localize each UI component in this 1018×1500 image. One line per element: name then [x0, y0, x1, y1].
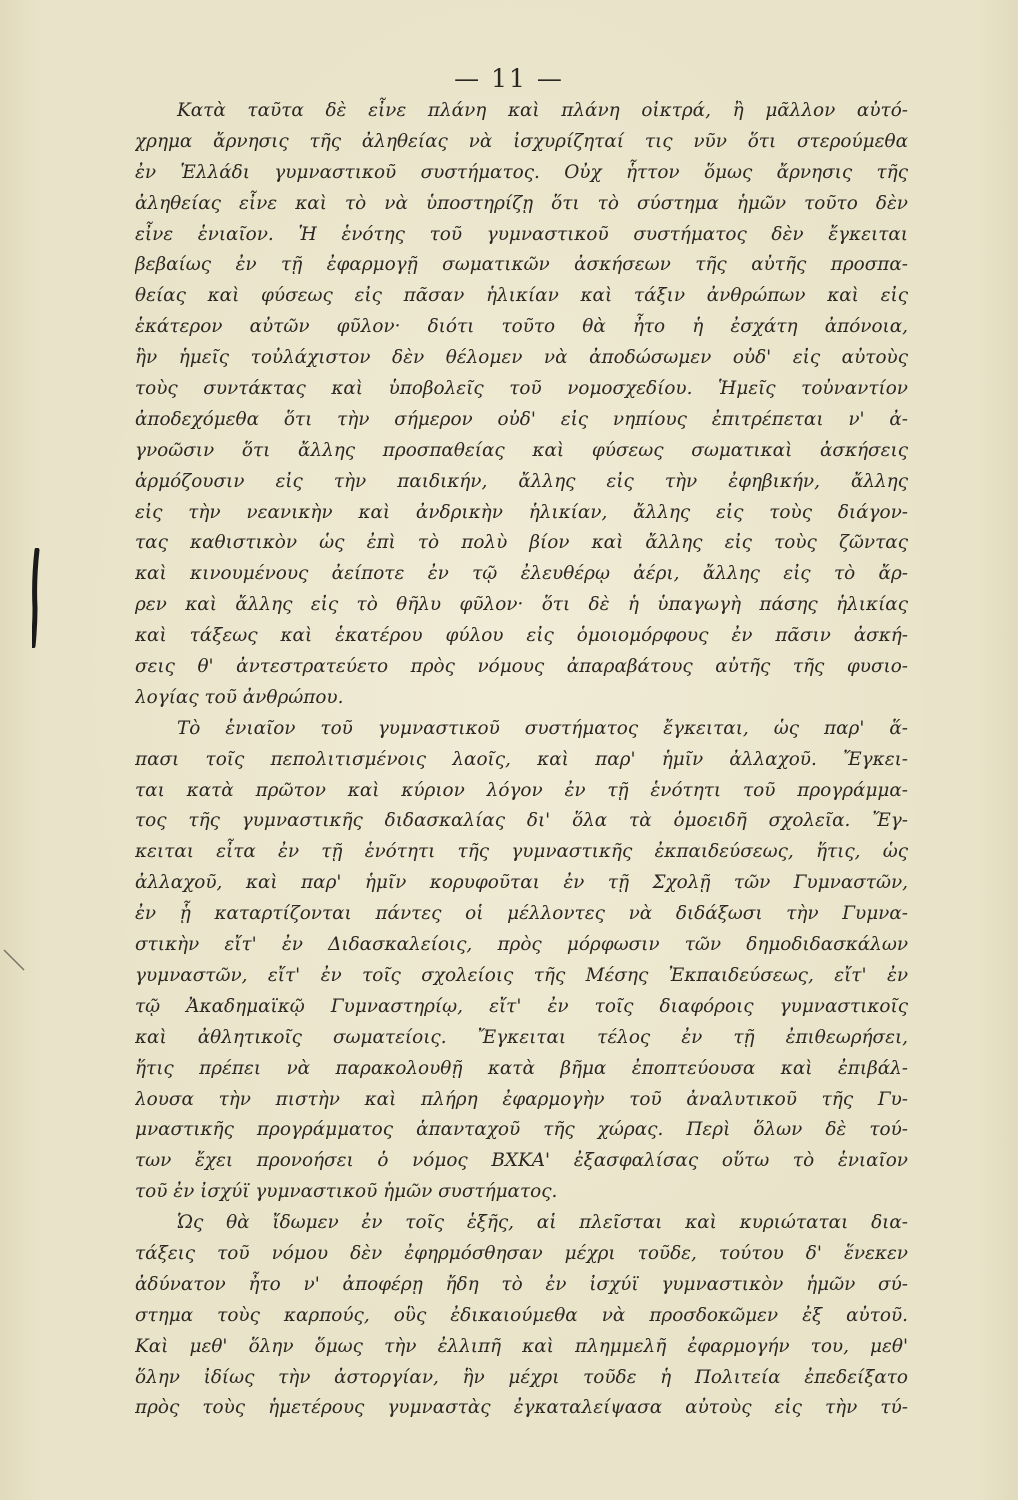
text-line: εἶνε ἑνιαῖον. Ἡ ἑνότης τοῦ γυμναστικοῦ συστήματος δὲν ἔγκειται — [135, 223, 908, 245]
text-line: ἐν ᾗ καταρτίζονται πάντες οἱ μέλλοντες νὰ διδάξωσι τὴν Γυμνα- — [135, 903, 908, 925]
text-line: γνοῶσιν ὅτι ἄλλης προσπαθείας καὶ φύσεως σωματικαὶ ἀσκήσεις — [135, 439, 908, 461]
text-line: ἀποδεχόμεθα ὅτι τὴν σήμερον οὐδ' εἰς νηπίους ἐπιτρέπεται ν' ἀ- — [135, 408, 908, 430]
margin-pencil-mark — [32, 548, 40, 648]
text-line: ρεν καὶ ἄλλης εἰς τὸ θῆλυ φῦλον· ὅτι δὲ ἡ ὑπαγωγὴ πάσης ἡλικίας — [135, 594, 908, 616]
text-line: ἀλλαχοῦ, καὶ παρ' ἡμῖν κορυφοῦται ἐν τῇ Σχολῇ τῶν Γυμναστῶν, — [135, 872, 908, 894]
text-line: ὅλην ἰδίως τὴν ἀστοργίαν, ἣν μέχρι τοῦδε ἡ Πολιτεία ἐπεδείξατο — [135, 1366, 908, 1388]
text-line: ἁρμόζουσιν εἰς τὴν παιδικήν, ἄλλης εἰς τὴν ἐφηβικήν, ἄλλης — [135, 470, 908, 492]
text-line: μναστικῆς προγράμματος ἁπανταχοῦ τῆς χώρας. Περὶ ὅλων δὲ τού- — [135, 1119, 908, 1141]
text-line: τας καθιστικὸν ὡς ἐπὶ τὸ πολὺ βίον καὶ ἄλλης εἰς τοὺς ζῶντας — [135, 532, 908, 554]
text-line: ἣν ἡμεῖς τοὐλάχιστον δὲν θέλομεν νὰ ἀποδώσωμεν οὐδ' εἰς αὐτοὺς — [135, 347, 908, 369]
text-line: θείας καὶ φύσεως εἰς πᾶσαν ἡλικίαν καὶ τάξιν ἀνθρώπων καὶ εἰς — [135, 285, 908, 307]
text-line: Ὡς θὰ ἴδωμεν ἐν τοῖς ἑξῆς, αἱ πλεῖσται καὶ κυριώταται δια- — [177, 1212, 908, 1234]
text-line: ἑκάτερον αὐτῶν φῦλον· διότι τοῦτο θὰ ἦτο ἡ ἐσχάτη ἀπόνοια, — [135, 316, 908, 338]
body-text — [135, 96, 908, 1424]
text-line: καὶ ἀθλητικοῖς σωματείοις. Ἔγκειται τέλος ἐν τῇ ἐπιθεωρήσει, — [135, 1026, 908, 1048]
text-line: τος τῆς γυμναστικῆς διδασκαλίας δι' ὅλα τὰ ὁμοειδῆ σχολεῖα. Ἔγ- — [135, 810, 908, 832]
text-line: τάξεις τοῦ νόμου δὲν ἐφηρμόσθησαν μέχρι τοῦδε, τούτου δ' ἕνεκεν — [135, 1242, 908, 1264]
text-line: κειται εἶτα ἐν τῇ ἑνότητι τῆς γυμναστικῆς ἐκπαιδεύσεως, ἥτις, ὡς — [135, 841, 908, 863]
text-line: λογίας τοῦ ἀνθρώπου. — [135, 686, 344, 708]
text-line: βεβαίως ἐν τῇ ἐφαρμογῇ σωματικῶν ἀσκήσεων τῆς αὐτῆς προσπα- — [135, 254, 908, 276]
text-line: χρημα ἄρνησις τῆς ἀληθείας νὰ ἰσχυρίζηταί τις νῦν ὅτι στερούμεθα — [135, 130, 908, 152]
text-line: Τὸ ἑνιαῖον τοῦ γυμναστικοῦ συστήματος ἔγκειται, ὡς παρ' ἅ- — [177, 717, 908, 739]
text-line: καὶ κινουμένους ἀείποτε ἐν τῷ ἐλευθέρῳ ἀέρι, ἄλλης εἰς τὸ ἄρ- — [135, 563, 908, 585]
text-line: εἰς τὴν νεανικὴν καὶ ἀνδρικὴν ἡλικίαν, ἄλλης εἰς τοὺς διάγον- — [135, 501, 908, 523]
text-line: πασι τοῖς πεπολιτισμένοις λαοῖς, καὶ παρ' ἡμῖν ἀλλαχοῦ. Ἔγκει- — [135, 748, 908, 770]
text-line: ται κατὰ πρῶτον καὶ κύριον λόγον ἐν τῇ ἑνότητι τοῦ προγράμμα- — [135, 779, 908, 801]
text-line: Καὶ μεθ' ὅλην ὅμως τὴν ἐλλιπῆ καὶ πλημμελῆ ἐφαρμογήν του, μεθ' — [135, 1335, 908, 1357]
text-line: τῷ Ἀκαδημαϊκῷ Γυμναστηρίῳ, εἴτ' ἐν τοῖς διαφόροις γυμναστικοῖς — [135, 995, 908, 1017]
page-number: — 11 — — [454, 64, 564, 93]
text-line: ἥτις πρέπει νὰ παρακολουθῇ κατὰ βῆμα ἐποπτεύουσα καὶ ἐπιβάλ- — [135, 1057, 908, 1079]
text-line: σεις θ' ἀντεστρατεύετο πρὸς νόμους ἀπαραβάτους αὐτῆς τῆς φυσιο- — [135, 656, 908, 678]
margin-tick-mark — [2, 948, 28, 974]
text-line: των ἔχει προνοήσει ὁ νόμος ΒΧΚΑ' ἐξασφαλίσας οὕτω τὸ ἑνιαῖον — [135, 1150, 908, 1172]
text-line: ἐν Ἑλλάδι γυμναστικοῦ συστήματος. Οὐχ ἧττον ὅμως ἄρνησις τῆς — [135, 161, 908, 183]
text-line: γυμναστῶν, εἴτ' ἐν τοῖς σχολείοις τῆς Μέσης Ἐκπαιδεύσεως, εἴτ' ἐν — [135, 964, 908, 986]
text-line: στημα τοὺς καρπούς, οὓς ἐδικαιούμεθα νὰ προσδοκῶμεν ἐξ αὐτοῦ. — [135, 1304, 908, 1326]
text-line: τοῦ ἐν ἰσχύϊ γυμναστικοῦ ἡμῶν συστήματος. — [135, 1181, 558, 1203]
text-line: ἀληθείας εἶνε καὶ τὸ νὰ ὑποστηρίζῃ ὅτι τὸ σύστημα ἡμῶν τοῦτο δὲν — [135, 192, 908, 214]
text-line: λουσα τὴν πιστὴν καὶ πλήρη ἐφαρμογὴν τοῦ ἀναλυτικοῦ τῆς Γυ- — [135, 1088, 908, 1110]
text-line: τοὺς συντάκτας καὶ ὑποβολεῖς τοῦ νομοσχεδίου. Ἡμεῖς τοὐναντίον — [135, 378, 908, 400]
text-line: ἀδύνατον ἦτο ν' ἀποφέρῃ ἤδη τὸ ἐν ἰσχύϊ γυμναστικὸν ἡμῶν σύ- — [135, 1273, 908, 1295]
text-line: πρὸς τοὺς ἡμετέρους γυμναστὰς ἐγκαταλείψασα αὐτοὺς εἰς τὴν τύ- — [135, 1397, 908, 1419]
text-line: καὶ τάξεως καὶ ἑκατέρου φύλου εἰς ὁμοιομόρφους ἐν πᾶσιν ἀσκή- — [135, 625, 908, 647]
text-line: στικὴν εἴτ' ἐν Διδασκαλείοις, πρὸς μόρφωσιν τῶν δημοδιδασκάλων — [135, 934, 908, 956]
text-line: Κατὰ ταῦτα δὲ εἶνε πλάνη καὶ πλάνη οἰκτρά, ἢ μᾶλλον αὐτό- — [177, 100, 908, 121]
